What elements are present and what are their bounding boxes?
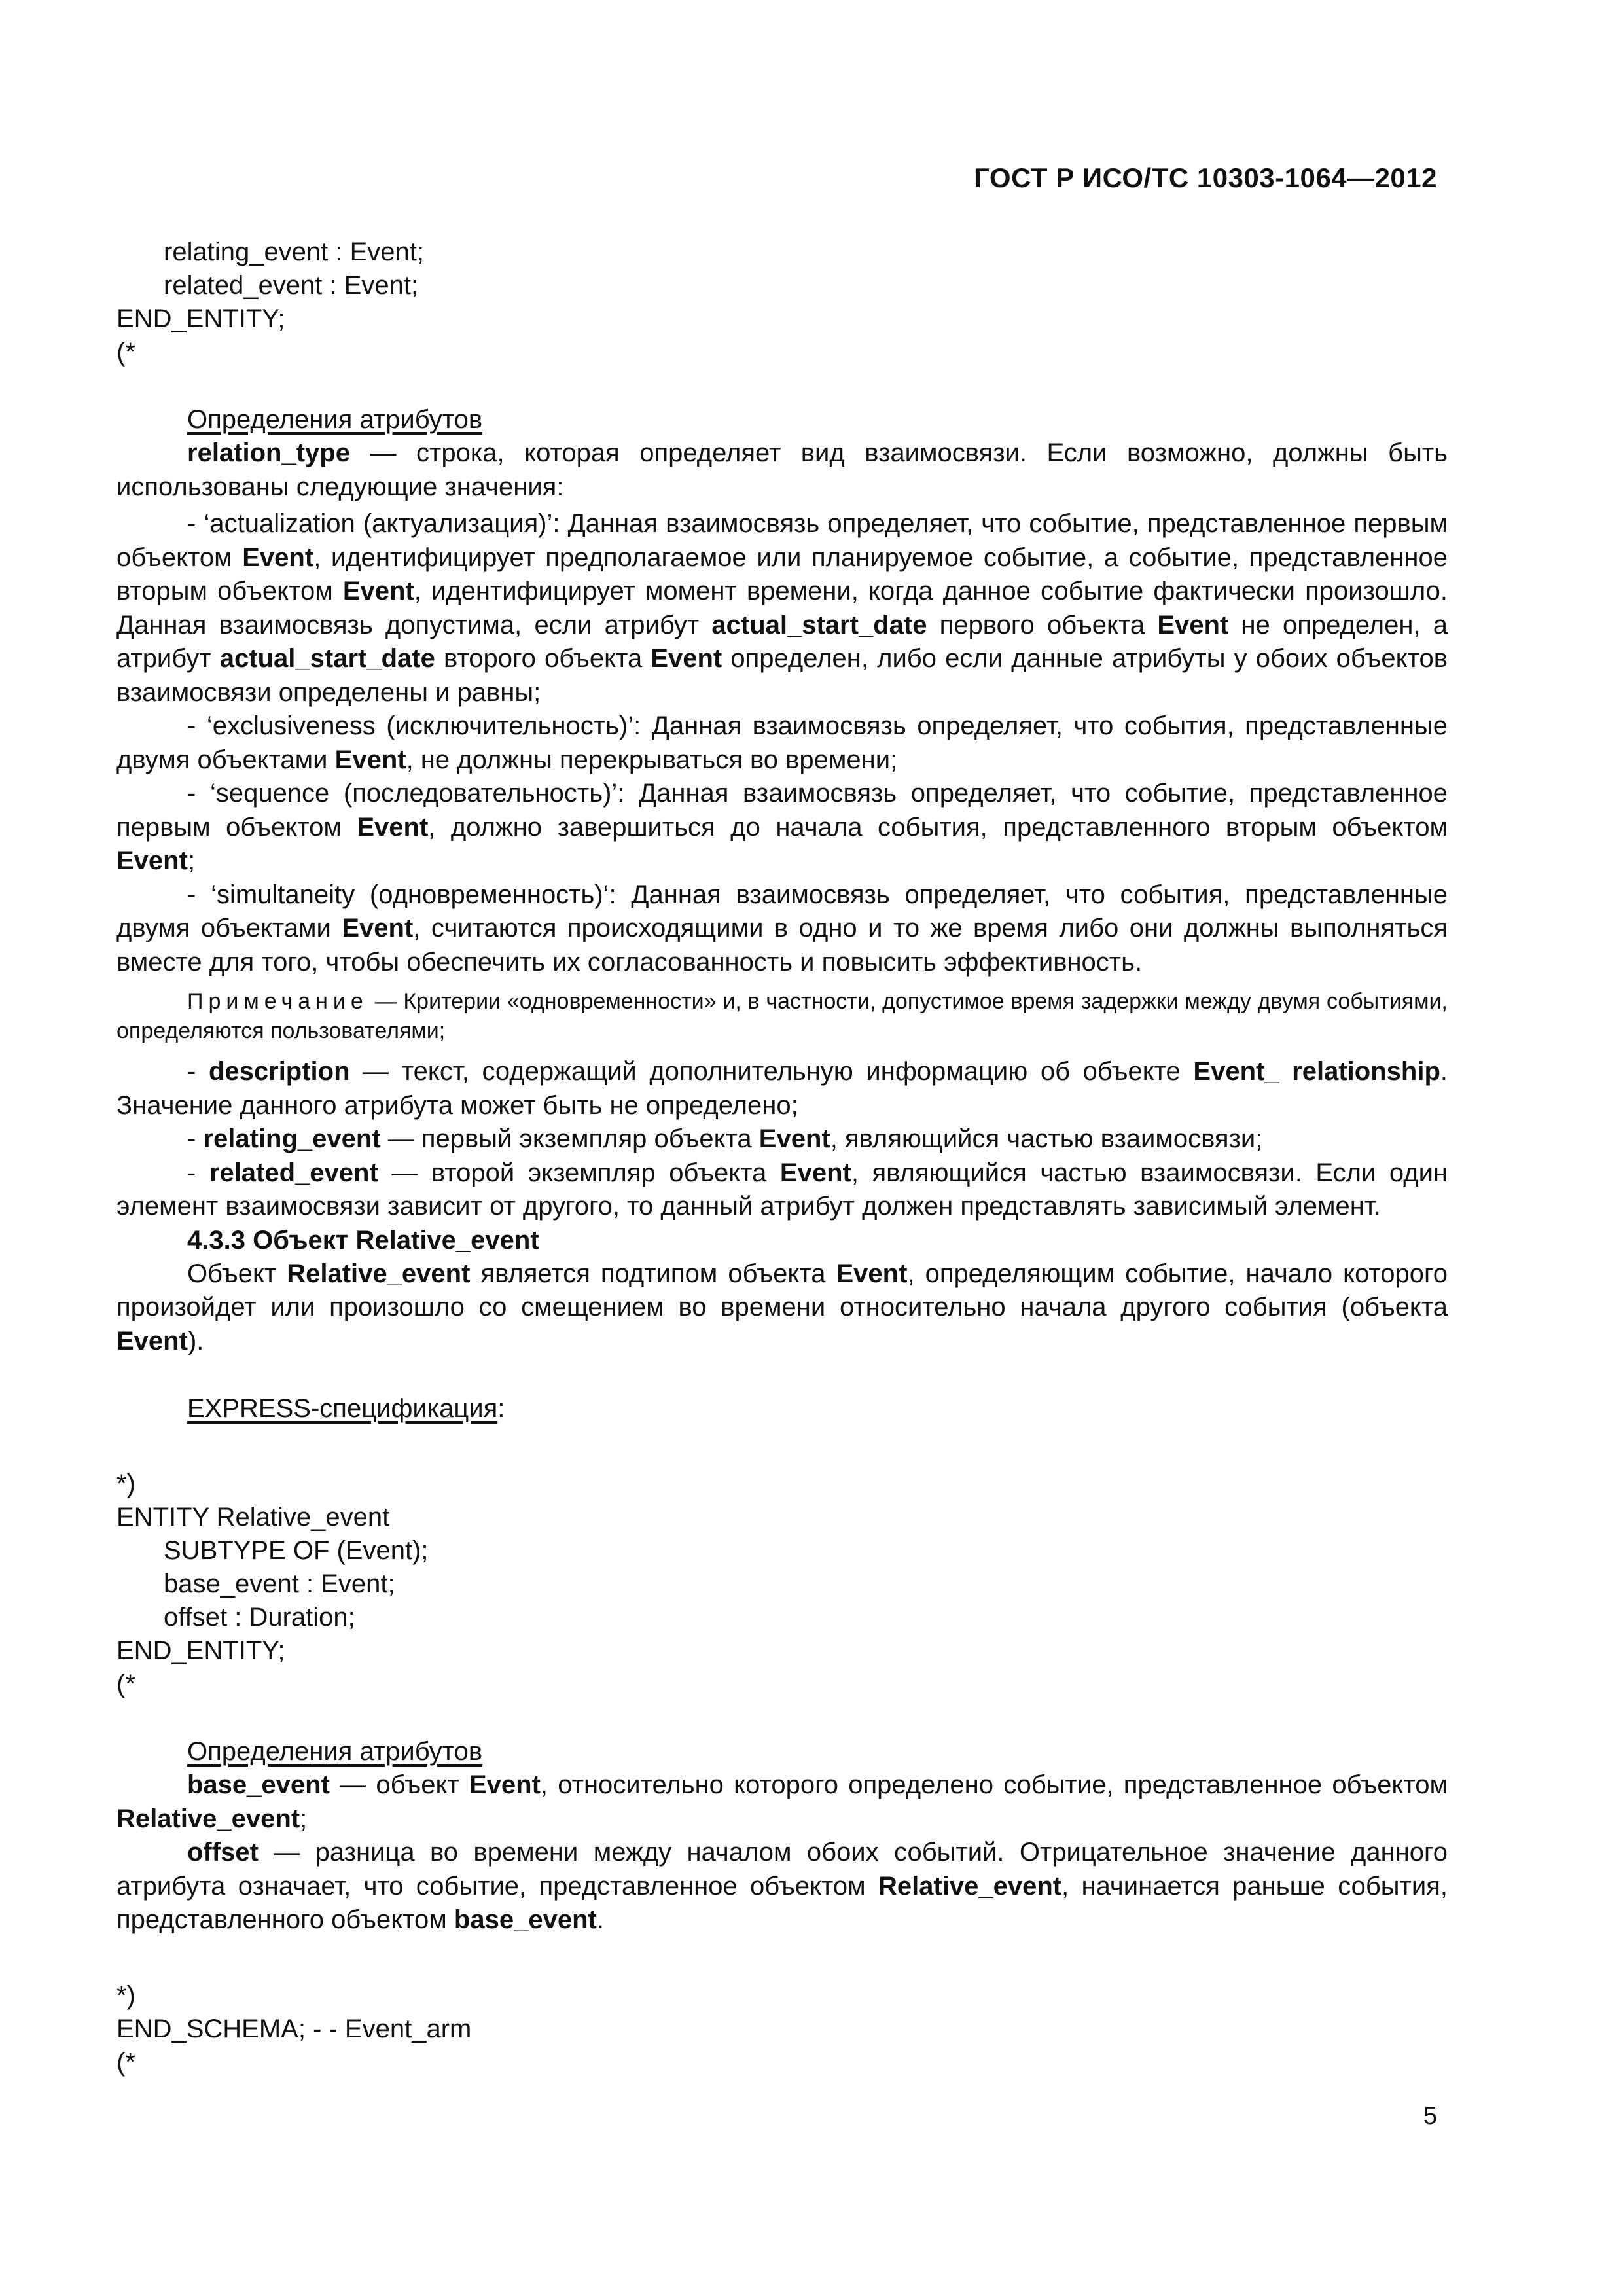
code-block-end-schema	[116, 1979, 1448, 2079]
exclusiveness-paragraph: - ‘exclusiveness (исключительность)’: Данная взаимосвязь определяет, что события, представленные двумя объектами Event, не должны перекрываться во времени;	[116, 711, 1448, 774]
code-line: base_event : Event;	[164, 1570, 395, 1598]
simultaneity-paragraph: - ‘simultaneity (одновременность)‘: Данная взаимосвязь определяет, что события, представленные двумя объектами Event, считаются происходящими в одно и то же время либо они должны выполняться вместе для того, чтобы обеспечить их согласованность и повысить эффективность.	[116, 880, 1448, 977]
page-number: 5	[1423, 2102, 1437, 2130]
code-block-entity-end	[116, 236, 1448, 369]
offset-paragraph: offset — разница во времени между началом обоих событий. Отрицательное значение данного атрибута означает, что событие, представленное объектом Relative_event, начинается раньше события, представленного объектом base_event.	[116, 1838, 1448, 1934]
related-event-paragraph: - related_event — второй экземпляр объекта Event, являющийся частью взаимосвязи. Если один элемент взаимосвязи зависит от другого, то данный атрибут должен представлять зависимый элемент.	[116, 1158, 1448, 1221]
actualization-paragraph: - ‘actualization (актуализация)’: Данная взаимосвязь определяет, что событие, представленное первым объектом Event, идентифицирует предполагаемое или планируемое событие, а событие, представленное вторым объектом Event, идентифицирует момент времени, когда данное событие фактически произошло. Данная взаимосвязь допустима, если атрибут actual_start_date первого объекта Event не определен, а атрибут actual_start_date второго объекта Event определен, либо если данные атрибуты у обоих объектов взаимосвязи определены и равны;	[116, 509, 1448, 707]
code-block-relative-event	[116, 1467, 1448, 1701]
term-relation-type: relation_type	[187, 439, 350, 467]
code-line: END_SCHEMA; - - Event_arm	[116, 2014, 472, 2043]
relation-type-paragraph: relation_type — строка, которая определяет вид взаимосвязи. Если возможно, должны быть использованы следующие значения:	[116, 439, 1448, 501]
code-line: (*	[116, 1670, 135, 1698]
base-event-paragraph: base_event — объект Event, относительно которого определено событие, представленное объектом Relative_event;	[116, 1770, 1448, 1833]
attribute-definitions-heading: Определения атрибутов	[187, 405, 483, 434]
code-line: (*	[116, 2047, 135, 2077]
code-line: relating_event : Event;	[164, 238, 425, 266]
code-line: SUBTYPE OF (Event);	[164, 1536, 429, 1565]
code-line: END_ENTITY;	[116, 304, 285, 333]
section-heading-4-3-3: 4.3.3 Объект Relative_event	[187, 1225, 539, 1255]
description-paragraph: - description — текст, содержащий дополнительную информацию об объекте Event_ relationship. Значение данного атрибута может быть не определено;	[116, 1057, 1448, 1120]
code-line: END_ENTITY;	[116, 1636, 285, 1665]
relative-event-intro-paragraph: Объект Relative_event является подтипом объекта Event, определяющим событие, начало которого произойдет или произошло со смещением во времени относительно начала другого события (объекта Event).	[116, 1259, 1448, 1355]
standard-header: ГОСТ Р ИСО/ТС 10303-1064—2012	[974, 162, 1437, 193]
code-line: offset : Duration;	[164, 1603, 355, 1632]
express-spec-label: EXPRESS-спецификация:	[187, 1394, 505, 1423]
code-line: *)	[116, 1981, 135, 2010]
code-line: (*	[116, 338, 135, 367]
note-paragraph: Примечание — Критерии «одновременности» и, в частности, допустимое время задержки между двумя событиями, определяются пользователями;	[116, 989, 1448, 1043]
code-line: ENTITY Relative_event	[116, 1503, 390, 1532]
note-label: Примечание	[187, 989, 368, 1014]
sequence-paragraph: - ‘sequence (последовательность)’: Данная взаимосвязь определяет, что событие, представленное первым объектом Event, должно завершиться до начала события, представленного вторым объектом Event;	[116, 779, 1448, 875]
relating-event-paragraph: - relating_event — первый экземпляр объекта Event, являющийся частью взаимосвязи;	[187, 1124, 1263, 1153]
code-line: related_event : Event;	[164, 271, 419, 300]
code-line: *)	[116, 1469, 135, 1498]
page-content	[116, 236, 1448, 2079]
attribute-definitions-heading-2: Определения атрибутов	[187, 1737, 483, 1766]
